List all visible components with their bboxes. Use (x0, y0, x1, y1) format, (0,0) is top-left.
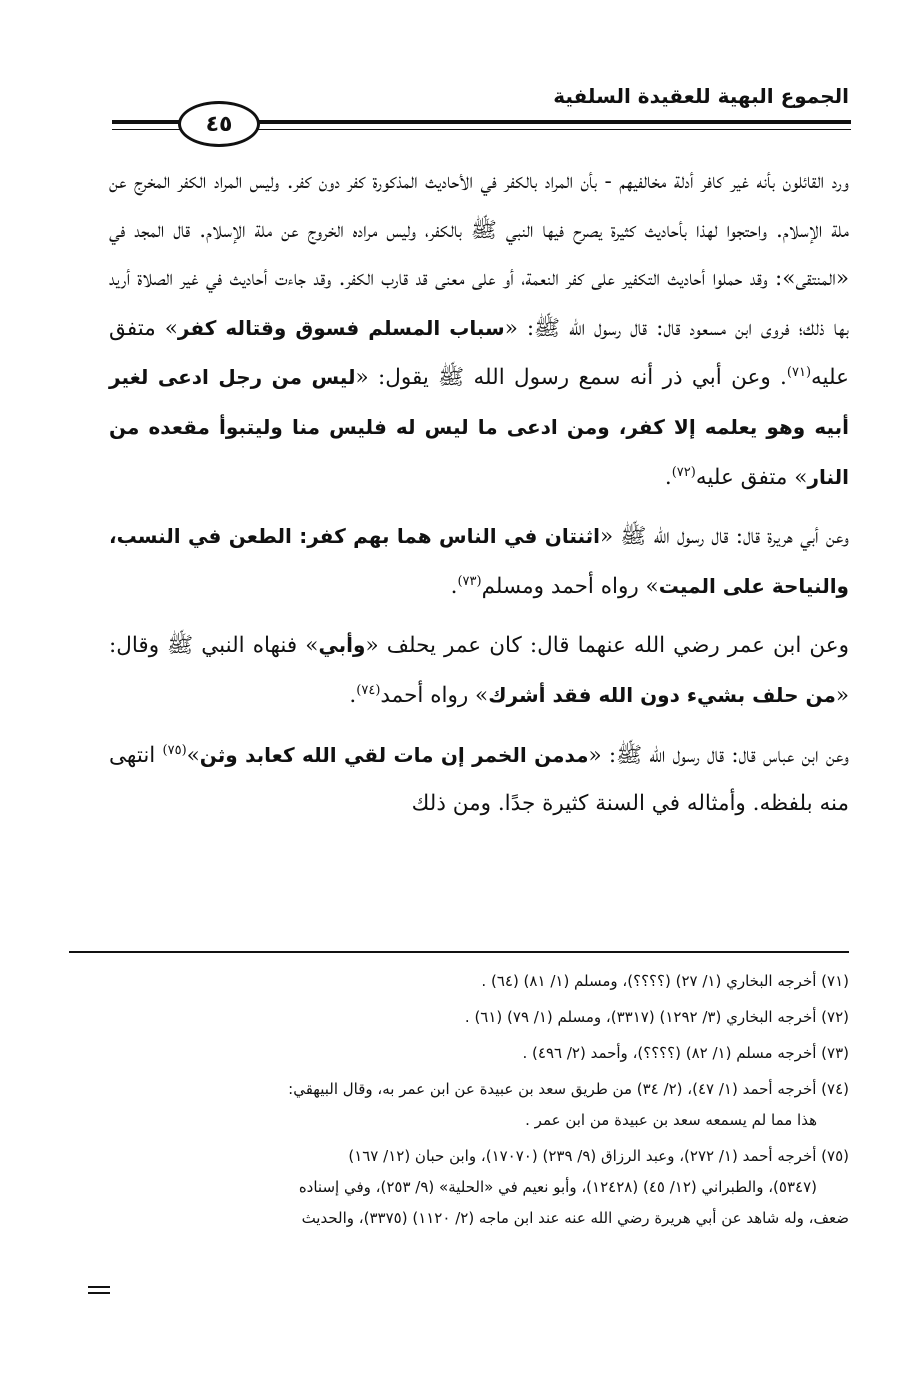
paragraph: وعن أبي هريرة قال: قال رسول الله ﷺ «اثنتان في الناس هما بهم كفر: الطعن في النسب، والنياحة على الميت» رواه أحمد ومسلم$^{(٧٣)}$. (109, 524, 849, 599)
footnote-73: (٧٣) أخرجه مسلم (١/ ٨٢) (؟؟؟؟)، وأحمد (٢/ ٤٩٦) . (522, 1044, 849, 1062)
footnote-line: (٧٥) أخرجه أحمد (١/ ٢٧٢)، وعبد الرزاق (٩/ ٢٣٩) (١٧٠٧٠)، وابن حبان (١٢/ ١٦٧) (348, 1147, 849, 1165)
footnote-75 (69, 1141, 849, 1234)
footnote-72: (٧٢) أخرجه البخاري (٣/ ١٢٩٢) (٣٣١٧)، ومسلم (١/ ٧٩) (٦١) . (464, 1008, 849, 1026)
footnote-line: (٧٤) أخرجه أحمد (١/ ٤٧)، (٢/ ٣٤) من طريق سعد بن عبيدة عن ابن عمر به، وقال البيهقي: (288, 1080, 849, 1098)
footnote-74 (69, 1074, 849, 1136)
footnote-ref[interactable]: (٧٣) (457, 573, 482, 589)
footnote-line: (٥٣٤٧)، والطبراني (١٢/ ٤٥) (١٢٤٢٨)، وأبو نعيم في «الحلية» (٩/ ٢٥٣)، وفي إسناده (298, 1178, 817, 1196)
continuation-mark (88, 1286, 110, 1298)
footnote-ref[interactable]: (٧٤) (356, 682, 381, 698)
paragraph: ورد القائلون بأنه غير كافر أدلة مخالفيهم - بأن المراد بالكفر في الأحاديث المذكورة كفر دون كفر. وليس المراد الكفر المخرج عن ملة الإسلام. واحتجوا لهذا بأحاديث كثيرة يصرح فيها النبي ﷺ بالكفر، وليس مراده الخروج عن ملة الإسلام. قال المجد في «المنتقى»: وقد حملوا أحاديث التكفير على كفر النعمة، أو على معنى قد قارب الكفر. وقد جاءت أحاديث في غير الصلاة أريد بها ذلك؛ فروى ابن مسعود قال: قال رسول الله ﷺ: «سباب المسلم فسوق وقتاله كفر» متفق عليه$^{(٧١)}$. وعن أبي ذر أنه سمع رسول الله ﷺ يقول: «ليس من رجل ادعى لغير أبيه وهو يعلمه إلا كفر، ومن ادعى ما ليس له فليس منا وليتبوأ مقعده من النار» متفق عليه$^{(٧٢)}$. (109, 169, 849, 490)
footnote-ref[interactable]: (٧٥) (162, 742, 187, 758)
paragraph: وعن ابن عمر رضي الله عنهما قال: كان عمر يحلف «وأبي» فنهاه النبي ﷺ وقال: «من حلف بشيء دون الله فقد أشرك» رواه أحمد$^{(٧٤)}$. (109, 633, 849, 708)
footnote-separator (69, 951, 849, 953)
running-header-title: الجموع البهية للعقيدة السلفية (553, 84, 849, 108)
hadith-text: من حلف بشيء دون الله فقد أشرك (488, 682, 836, 707)
hadith-text: مدمن الخمر إن مات لقي الله كعابد وثن (199, 742, 589, 767)
hadith-text: سباب المسلم فسوق وقتاله كفر (177, 315, 505, 340)
footnote-line: هذا مما لم يسمعه سعد بن عبيدة من ابن عمر . (525, 1111, 817, 1129)
quoted-word: وأبي (318, 633, 366, 658)
hadith-text: ليس من رجل ادعى لغير أبيه وهو يعلمه إلا كفر، ومن ادعى ما ليس له فليس منا وليتبوأ مقعده من النار (109, 365, 849, 489)
footnote-ref[interactable]: (٧٢) (671, 464, 696, 480)
main-text (109, 158, 849, 829)
footnote-ref[interactable]: (٧١) (786, 365, 812, 381)
footnote-line: ضعف، وله شاهد عن أبي هريرة رضي الله عنه عند ابن ماجه (٢/ ١١٢٠) (٣٣٧٥)، والحديث (301, 1209, 849, 1227)
hadith-text: اثنتان في الناس هما بهم كفر: الطعن في النسب، والنياحة على الميت (109, 524, 849, 598)
footnote-71: (٧١) أخرجه البخاري (١/ ٢٧) (؟؟؟؟)، ومسلم (١/ ٨١) (٦٤) . (481, 972, 849, 990)
paragraph: وعن ابن عباس قال: قال رسول الله ﷺ: «مدمن الخمر إن مات لقي الله كعابد وثن»$^{(٧٥)}$ انتهى منه بلفظه. وأمثاله في السنة كثيرة جدًا. ومن ذلك (109, 742, 849, 817)
page-number: ٤٥ (178, 101, 260, 147)
footnotes (69, 966, 849, 1239)
